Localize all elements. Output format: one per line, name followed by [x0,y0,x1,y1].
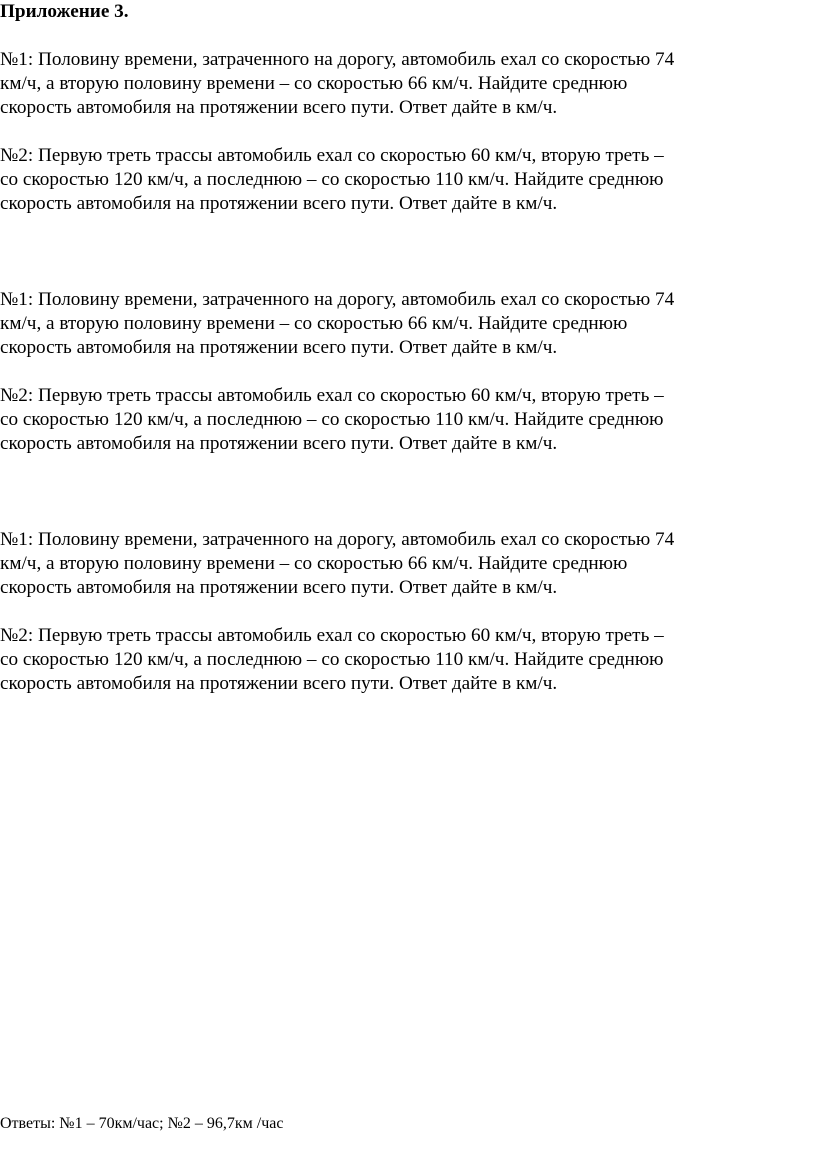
problem-line: км/ч, а вторую половину времени – со скоростью 66 км/ч. Найдите среднюю [0,313,628,334]
problem-line: №2: Первую треть трассы автомобиль ехал со скоростью 60 км/ч, вторую треть – [0,625,664,646]
problem-line: скорость автомобиля на протяжении всего пути. Ответ дайте в км/ч. [0,193,558,214]
problem-2 [0,624,760,696]
problem-line: №2: Первую треть трассы автомобиль ехал со скоростью 60 км/ч, вторую треть – [0,145,664,166]
problem-2 [0,384,760,456]
problem-line: скорость автомобиля на протяжении всего пути. Ответ дайте в км/ч. [0,433,558,454]
task-block-3 [0,528,760,720]
problem-1 [0,528,760,600]
problem-line: №2: Первую треть трассы автомобиль ехал со скоростью 60 км/ч, вторую треть – [0,385,664,406]
answers-line: Ответы: №1 – 70км/час; №2 – 96,7км /час [0,1115,284,1132]
problem-line: №1: Половину времени, затраченного на дорогу, автомобиль ехал со скоростью 74 [0,289,675,310]
problem-line: км/ч, а вторую половину времени – со скоростью 66 км/ч. Найдите среднюю [0,553,628,574]
problem-1 [0,288,760,360]
problem-1 [0,48,760,120]
problem-line: со скоростью 120 км/ч, а последнюю – со скоростью 110 км/ч. Найдите среднюю [0,649,664,670]
task-block-1 [0,48,760,240]
problem-line: скорость автомобиля на протяжении всего пути. Ответ дайте в км/ч. [0,97,558,118]
problem-line: скорость автомобиля на протяжении всего пути. Ответ дайте в км/ч. [0,673,558,694]
problem-line: км/ч, а вторую половину времени – со скоростью 66 км/ч. Найдите среднюю [0,73,628,94]
problem-line: скорость автомобиля на протяжении всего пути. Ответ дайте в км/ч. [0,577,558,598]
task-block-2 [0,288,760,480]
appendix-heading: Приложение 3. [0,1,129,22]
problem-line: со скоростью 120 км/ч, а последнюю – со скоростью 110 км/ч. Найдите среднюю [0,409,664,430]
problem-line: №1: Половину времени, затраченного на дорогу, автомобиль ехал со скоростью 74 [0,529,675,550]
problem-2 [0,144,760,216]
problem-line: №1: Половину времени, затраченного на дорогу, автомобиль ехал со скоростью 74 [0,49,675,70]
problem-line: скорость автомобиля на протяжении всего пути. Ответ дайте в км/ч. [0,337,558,358]
problem-line: со скоростью 120 км/ч, а последнюю – со скоростью 110 км/ч. Найдите среднюю [0,169,664,190]
